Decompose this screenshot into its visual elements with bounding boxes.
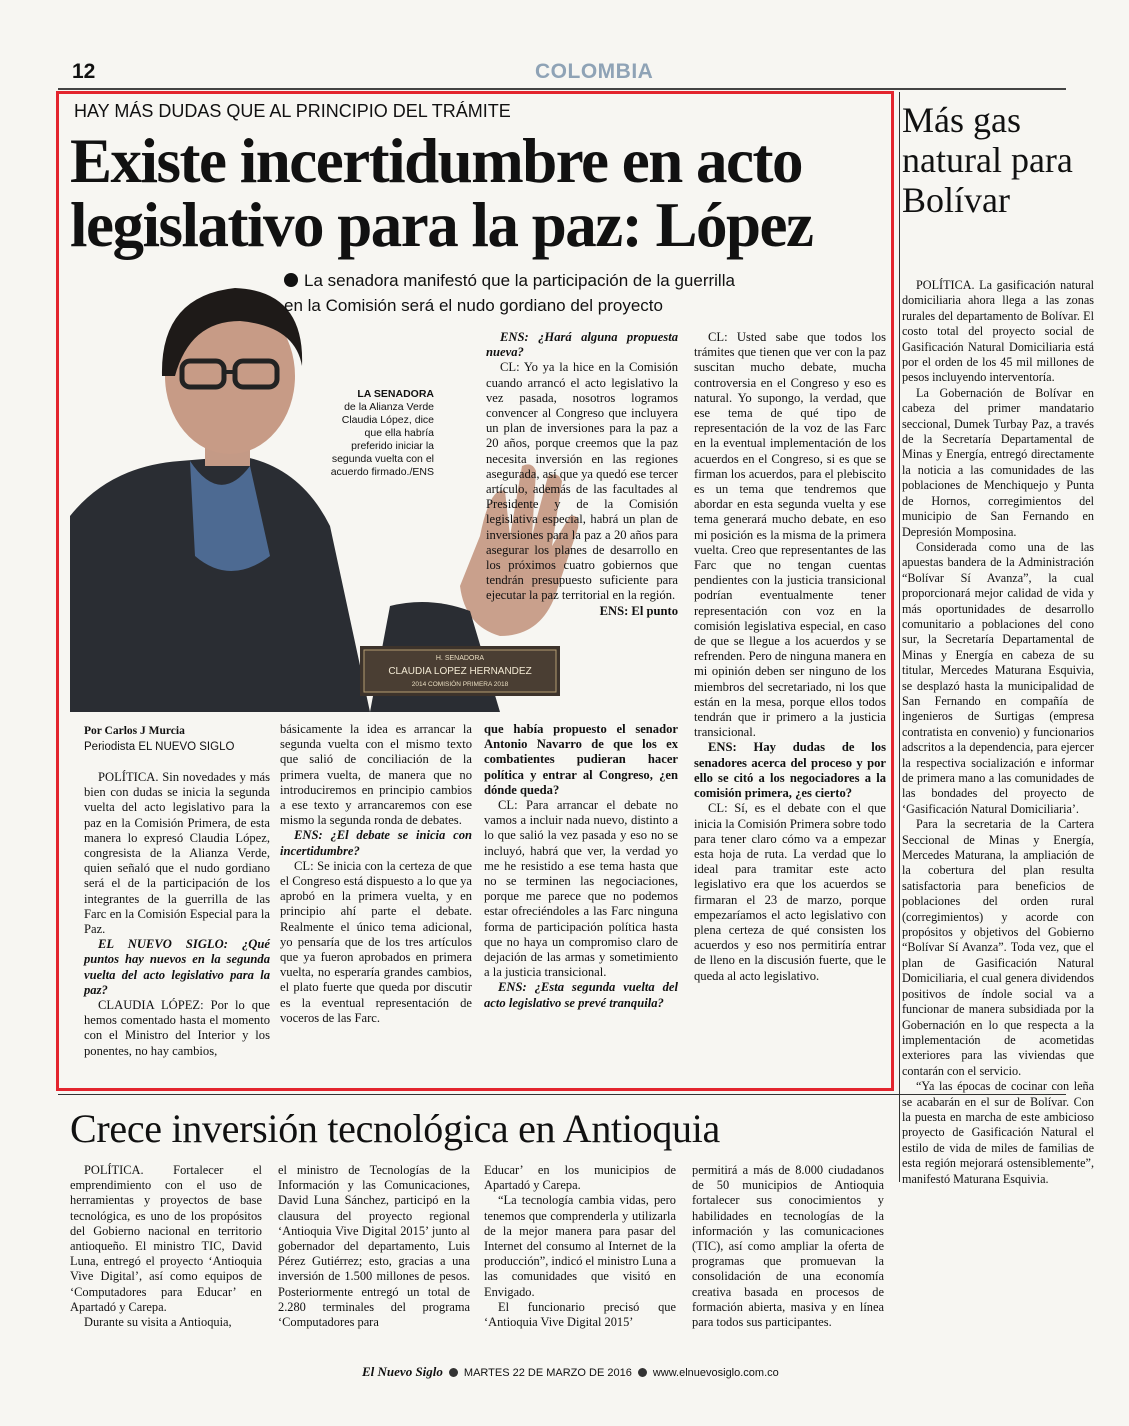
paragraph: CL: Para arrancar el debate no vamos a incluir nada nuevo, distinto a lo que salió la vez pasada y eso no se incluyó, habrá que ver, la verdad yo me he resistido a ese tema hasta que no se terminen las negociaciones, porque me parece que no podemos estar ofreciéndoles a las Farc ninguna forma de participación política hasta que no haya un compromiso claro de dejación de las armas y sometimiento a la justicia transicional. (484, 798, 678, 980)
paragraph: El funcionario precisó que ‘Antioquia Vive Digital 2015’ (484, 1299, 676, 1330)
paragraph: POLÍTICA. Fortalecer el emprendimiento con el uso de herramientas y proyectos de base tecnológica, es uno de los propósitos del Gobierno nacional en territorio antioqueño. El ministro TIC, David Luna, entregó el proyecto ‘Antioquia Vive Digital’, así como equipos de ‘Computadores para Educar’ en Apartadó y Carepa. (70, 1163, 262, 1314)
paragraph: CL: Yo ya la hice en la Comisión cuando arrancó el acto legislativo la vez pasada, nosotros logramos convencer al Congreso que incluyera un plan de inversiones para la paz a 20 años, porque creemos que la paz necesita inversión en las regiones asegurada, así que ya quedó ese tercer artículo, además de las facultades al Presidente y de la Comisión legislativa especial, habrá un plan de inversiones para la paz a 20 años para asegurar los planes de desarrollo en los próximos cuatro gobiernos que tendrán presupuesto suficiente para ejecutar la paz territorial en la región. (486, 360, 678, 603)
section-title: COLOMBIA (535, 60, 654, 83)
photo-caption-text: de la Alianza Verde Claudia López, dice que ella habría preferido iniciar la segunda vuelta con el acuerdo firmado./ENS (330, 401, 434, 478)
paragraph: CL: Usted sabe que todos los trámites que tienen que ver con la paz suscitan mucho debate, mucha controversia en el Congreso y eso es natural. Yo supongo, la verdad, que ese tema de qué tipo de representación de la voz de las Farc en la eventual implementación de los acuerdos en el Congreso, si es que se firman los acuerdos, para el plebiscito es un tema que tendremos que abordar en esta segunda vuelta y ese tema generará mucho debate, en eso mi posición es la misma de la primera vuelta. Creo que representantes de las Farc que no tengan cuentas pendientes con la justicia transicional podrían eventualmente tener representación con voz en la comisión legislativa especial, en caso de que se llegue a los acuerdos y se refrenden. Pero de ninguna manera en mi opinión deben ser ninguno de los miembros del secretariado, ni los que están en la mesa, porque ellos todos tendrán que ir primero a la justicia transicional. (694, 330, 886, 740)
article-col3-top (486, 330, 678, 619)
paragraph: permitirá a más de 8.000 ciudadanos de 50 municipios de Antioquia fortalecer sus conocimientos y habilidades en tecnologías de la información y las comunicaciones (TIC), así como ampliar la oferta de programas que promuevan la consolidación de una economía creativa basada en procesos de formación abierta, masiva y en línea para todos sus participantes. (692, 1163, 884, 1330)
paragraph: CL: Sí, es el debate con el que inicia la Comisión Primera sobre todo para tener claro cómo va a empezar esta hoja de ruta. La verdad que lo ideal para tramitar este acto legislativo era que los acuerdos se firmaran el 23 de marzo, porque empezaríamos el acto legislativo con plena certeza de qué consisten los acuerdos y eso nos permitiría entrar de lleno en la discusión fuerte, que le queda al acto legislativo. (694, 801, 886, 983)
bottom-headline: Crece inversión tecnológica en Antioquia (70, 1106, 721, 1151)
bottom-col2 (278, 1163, 470, 1330)
paragraph: POLÍTICA. Sin novedades y más bien con dudas se inicia la segunda vuelta del acto legislativo para la paz en la Comisión Primera, de esta manera lo expresó Claudia López, congresista de la Alianza Verde, quien señaló que el nudo gordiano será el de la participación de los integrantes de la guerrilla de las Farc en la Comisión Especial para la Paz. (84, 770, 270, 937)
paragraph: el ministro de Tecnologías de la Información y las Comunicaciones, David Luna Sánchez, participó en la clausura del proyecto regional ‘Antioquia Vive Digital 2015’ junto al gobernador del departamento, Luis Pérez Gutiérrez; esto, gracias a una inversión de 1.500 millones de pesos. Posteriormente entregó un total de 2.280 terminales del programa ‘Computadores para (278, 1163, 470, 1330)
article-col4 (694, 330, 886, 984)
bottom-col3 (484, 1163, 676, 1330)
footer-date: MARTES 22 DE MARZO DE 2016 (463, 1367, 632, 1379)
footer-brand: El Nuevo Siglo (362, 1364, 443, 1379)
photo-caption (324, 388, 434, 479)
article-kicker: HAY MÁS DUDAS QUE AL PRINCIPIO DEL TRÁMITE (74, 101, 511, 121)
paragraph: CLAUDIA LÓPEZ: Por lo que hemos comentado hasta el momento con el Ministro del Interior y los ponentes, no hay cambios, (84, 998, 270, 1058)
bullet-icon (638, 1368, 647, 1377)
question: ENS: ¿Esta segunda vuelta del acto legislativo se prevé tranquila? (484, 980, 678, 1010)
bottom-rule (58, 1094, 1066, 1095)
paragraph: Para la secretaria de la Cartera Seccional de Minas y Energía, Mercedes Maturana, la ampliación de la cobertura del plan resulta satisfactoria para beneficios de poblaciones del orden rural (corregimientos) y acorde con propósitos y objetivos del Gobierno “Bolívar Sí Avanza”. Toda vez, que el plan de Gasificación Natural Domiciliaria, el cual genera dividendos positivos de índole social va a funcionar de manera subsidiada por la Gobernación en lo que respecta a la implementación de acometidas exteriores para las viviendas que contarán con el servicio. (902, 817, 1094, 1078)
bullet-icon (284, 273, 298, 287)
nameplate-name: CLAUDIA LOPEZ HERNANDEZ (388, 666, 532, 677)
paragraph: POLÍTICA. La gasificación natural domiciliaria ahora llega a las zonas rurales del departamento de Bolívar. El costo total del proyecto social de Gasificación Natural Domiciliaria está por el orden de los 45 mil millones de pesos incluyendo interventoría. (902, 278, 1094, 385)
paragraph: básicamente la idea es arrancar la segunda vuelta con el mismo texto que salió de conciliación de la primera vuelta, de manera que no introduciremos en principio cambios a ese texto y arrancaremos con ese mismo la segunda ronda de debates. (280, 722, 472, 828)
paragraph: “Ya las épocas de cocinar con leña se acabarán en el sur de Bolívar. Con la puesta en marcha de este ambicioso proyecto de Gasificación Natural el estilo de vida de miles de familias de esta región mejorará ostensiblemente”, manifestó Maturana Esquivia. (902, 1079, 1094, 1186)
side-column-rule (899, 92, 900, 1182)
deck-text: La senadora manifestó que la participación de la guerrilla en la Comisión será el nudo gordiano del proyecto (284, 271, 735, 315)
footer-url: www.elnuevosiglo.com.co (652, 1367, 779, 1379)
article-col1 (84, 770, 270, 1059)
nameplate-years: 2014 COMISIÓN PRIMERA 2018 (411, 681, 509, 688)
paragraph: La Gobernación de Bolívar en cabeza del primer mandatario seccional, Dumek Turbay Paz, a través de la Secretaría Departamental de Minas y Energía, entregó directamente la noticia a las comunidades de las poblaciones de Menchiquejo y Punta de Hornos, corregimientos del municipio de San Fernando en Depresión Momposina. (902, 385, 1094, 539)
byline (84, 723, 274, 755)
byline-name: Por Carlos J Murcia (84, 725, 185, 737)
side-article-body (902, 278, 1094, 1187)
bottom-col1 (70, 1163, 262, 1330)
question: ENS: ¿Hará alguna propuesta nueva? (486, 330, 678, 360)
byline-role: Periodista EL NUEVO SIGLO (84, 741, 235, 753)
question: ENS: Hay dudas de los senadores acerca del proceso y por ello se citó a los negociadores a la comisión primera, ¿es cierto? (694, 740, 886, 801)
article-deck (284, 268, 744, 318)
paragraph: Educar’ en los municipios de Apartadó y Carepa. (484, 1163, 676, 1193)
page-footer (362, 1364, 779, 1380)
paragraph: Considerada como una de las apuestas bandera de la Administración “Bolívar Sí Avanza”, la cual proporcionará mejor calidad de vida y más oportunidades de desarrollo comunitario a poblaciones del cono sur, la Secretaría Departamental de Minas y Energía en cabeza de su titular, Mercedes Maturana Esquivia, se desplazó hasta la municipalidad de San Fernando en compañía de ingenieros de Surtigas (empresa contratista en convenio) y funcionarios adscritos a la dependencia, para ejercer la respectiva socialización e informar de primera mano a las comunidades de las bondades del proyecto de ‘Gasificación Natural Domiciliaria’. (902, 539, 1094, 816)
paragraph: CL: Se inicia con la certeza de que el Congreso está dispuesto a lo que ya aprobó en la primera vuelta, y en principio ahí parte el debate. Realmente el único tema adicional, yo pensaría que de los tres artículos que ya fueron aprobados en primera vuelta, no esperaría grandes cambios, el plato fuerte que queda por discutir es la eventual representación de voceros de las Farc. (280, 858, 473, 1025)
side-headline: Más gas natural para Bolívar (902, 100, 1073, 220)
question: EL NUEVO SIGLO: ¿Qué puntos hay nuevos en la segunda vuelta del acto legislativo para la paz? (84, 937, 270, 997)
page-number: 12 (72, 60, 96, 83)
paragraph: “La tecnología cambia vidas, pero tenemos que comprenderla y utilizarla de la mejor manera para pasar del Internet del consumo al Internet de la producción”, indicó el ministro Luna a las comunidades que visitó en Envigado. (484, 1193, 677, 1299)
nameplate-title: H. SENADORA (435, 655, 485, 662)
article-headline: Existe incertidumbre en acto legislativo para la paz: López (70, 126, 813, 260)
question: ENS: El punto (599, 603, 678, 618)
question: que había propuesto el senador Antonio Navarro de que los ex combatientes pudieran hacer política y entrar al Congreso, ¿en dónde queda? (484, 722, 678, 797)
bottom-col4 (692, 1163, 884, 1330)
question: ENS: ¿El debate se inicia con incertidumbre? (280, 828, 472, 858)
photo-caption-lead: LA SENADORA (357, 388, 434, 400)
paragraph: Durante su visita a Antioquia, (84, 1315, 232, 1330)
bullet-icon (449, 1368, 458, 1377)
article-col2 (280, 722, 472, 1026)
header-rule (58, 88, 1066, 90)
article-col3-bottom (484, 722, 678, 1011)
